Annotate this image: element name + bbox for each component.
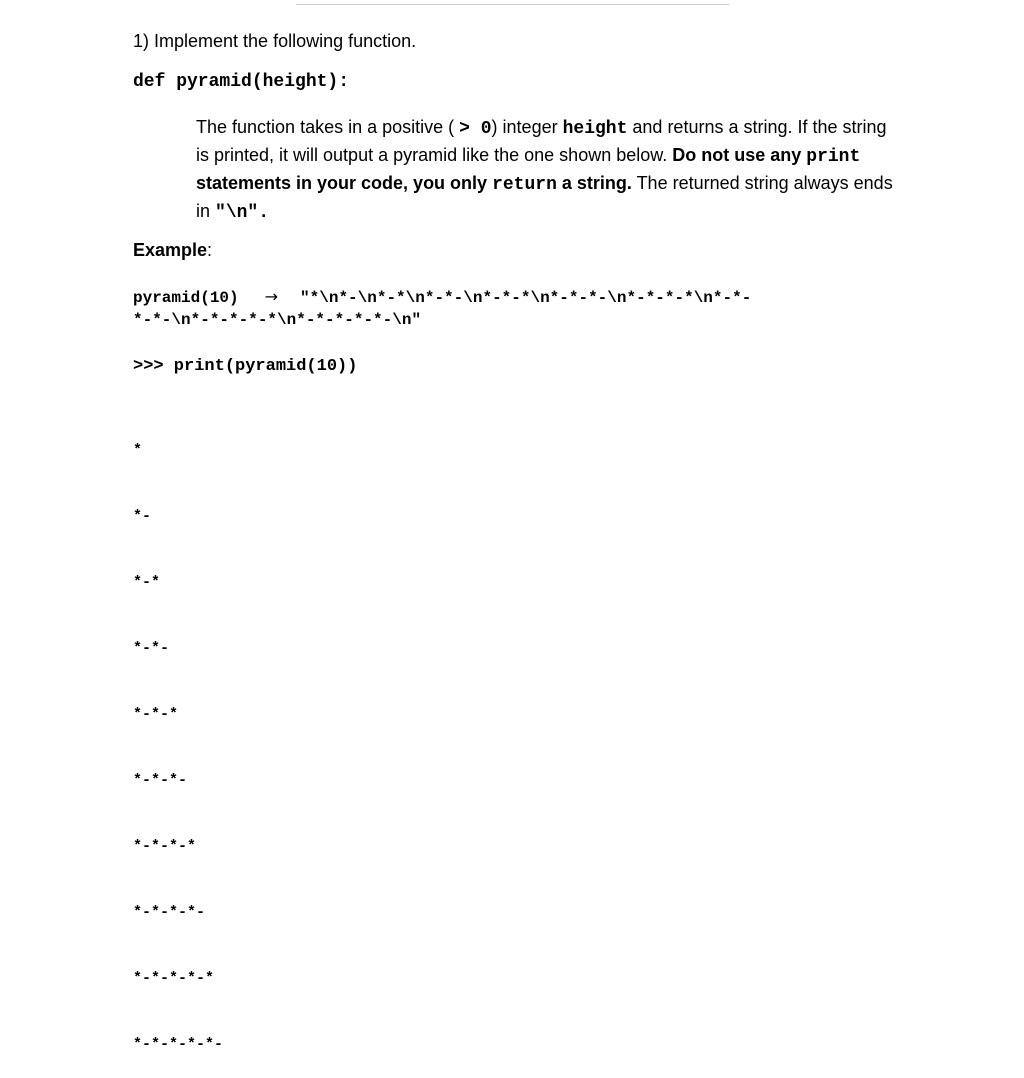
output-line: *-*-*-*-*- bbox=[133, 1036, 224, 1053]
example-result-part1: "*\n*-\n*-*\n*-*-\n*-*-*\n*-*-*-\n*-*-*-*\n*-*- bbox=[300, 289, 752, 307]
newline-ending-code: "\n". bbox=[215, 203, 270, 223]
height-param-code: height bbox=[562, 119, 628, 139]
print-prompt: >>> print(pyramid(10)) bbox=[133, 357, 358, 376]
print-keyword-code: print bbox=[806, 147, 861, 167]
output-line: *-*-*-*-* bbox=[133, 970, 215, 987]
output-line: *-*-*-* bbox=[133, 838, 197, 855]
desc-text-3: and returns a string. If the string is printed, it will output a pyramid like the one shown below. bbox=[196, 117, 887, 165]
example-label: Example bbox=[133, 240, 208, 260]
gt-zero-code: > 0 bbox=[459, 119, 492, 139]
example-colon: : bbox=[207, 240, 213, 260]
output-line: *-*-*-*- bbox=[133, 904, 206, 921]
warning-bold-2: statements in your code, you only bbox=[196, 173, 493, 193]
example-heading bbox=[133, 239, 212, 261]
example-result-part2: *-*-\n*-*-*-*-*\n*-*-*-*-*-\n" bbox=[133, 311, 422, 329]
warning-bold-1: Do not use any bbox=[672, 145, 807, 165]
right-arrow-icon: → bbox=[264, 287, 279, 306]
function-description bbox=[196, 114, 896, 226]
output-line: * bbox=[133, 442, 143, 459]
output-line: *-*-*- bbox=[133, 772, 188, 789]
output-line: *- bbox=[133, 508, 152, 525]
example-call-line bbox=[133, 286, 751, 309]
question-title: 1) Implement the following function. bbox=[133, 31, 417, 51]
output-line: *-*-* bbox=[133, 706, 179, 723]
example-call: pyramid(10) bbox=[133, 289, 239, 307]
desc-text-4: The returned string always ends in bbox=[196, 173, 893, 221]
function-signature: def pyramid(height): bbox=[133, 72, 350, 92]
output-line: *-* bbox=[133, 574, 161, 591]
top-divider bbox=[296, 4, 729, 5]
pyramid-output bbox=[133, 396, 223, 1078]
return-keyword-code: return bbox=[492, 175, 557, 195]
desc-text-1: The function takes in a positive ( bbox=[196, 117, 460, 137]
warning-bold-3: a string. bbox=[556, 173, 632, 193]
output-line: *-*- bbox=[133, 640, 170, 657]
desc-text-2: ) integer bbox=[491, 117, 563, 137]
